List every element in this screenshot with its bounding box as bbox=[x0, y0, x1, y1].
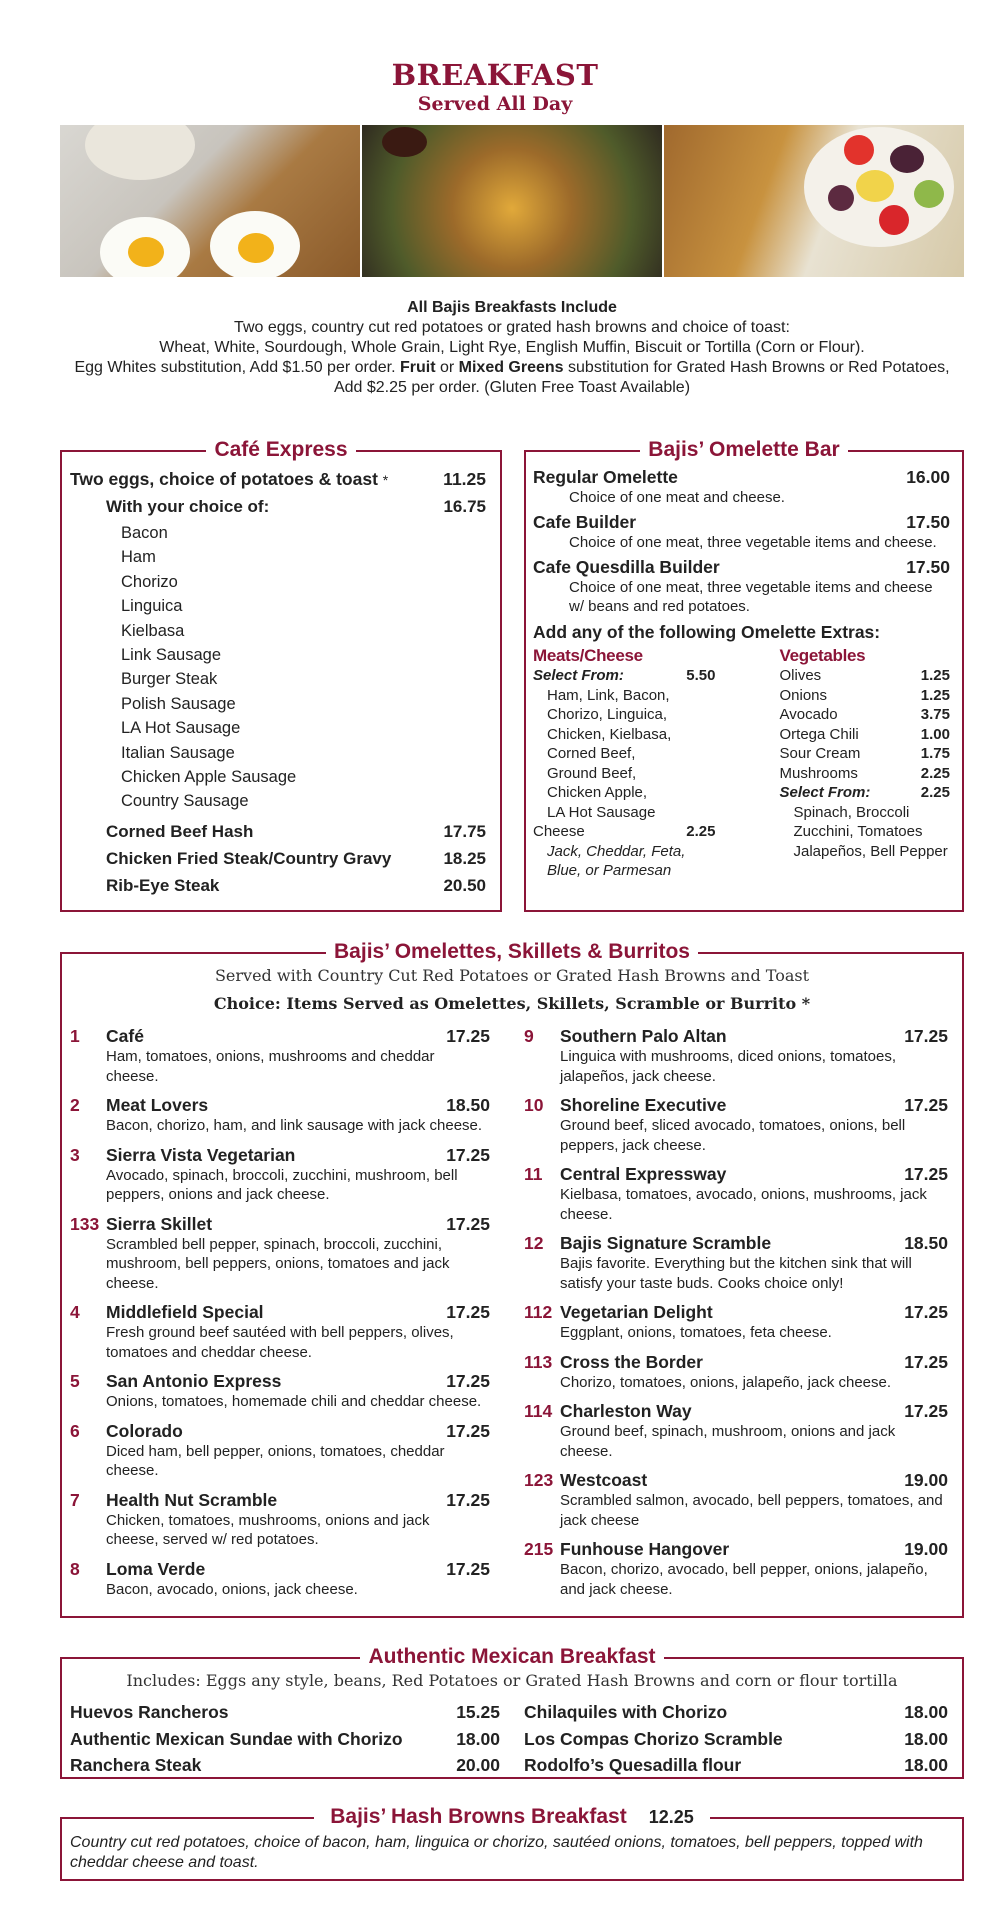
menu-item bbox=[524, 1095, 948, 1155]
menu-item bbox=[524, 1026, 948, 1086]
item-description: Bacon, chorizo, avocado, bell pepper, onions, jalapeño, and jack cheese. bbox=[560, 1561, 928, 1598]
menu-item bbox=[70, 1421, 490, 1481]
section-title: Authentic Mexican Breakfast bbox=[360, 1645, 663, 1668]
item-number: 11 bbox=[524, 1164, 543, 1184]
section-price: 12.25 bbox=[635, 1807, 702, 1827]
item-name: Authentic Mexican Sundae with Chorizo bbox=[70, 1728, 403, 1749]
intro-substitution: Egg Whites substitution, Add $1.50 per order. Fruit or Mixed Greens substitution for Grated Hash Browns or Red Potatoes, Add $2.25 per order. (Gluten Free Toast Available) bbox=[74, 359, 950, 396]
option-item: LA Hot Sausage bbox=[121, 719, 241, 738]
option-item: Link Sausage bbox=[121, 646, 221, 665]
item-header bbox=[524, 1302, 948, 1323]
item-number: 2 bbox=[70, 1095, 80, 1115]
menu-item bbox=[70, 1371, 490, 1412]
item-price: 17.50 bbox=[906, 557, 950, 577]
item-name: Rodolfo’s Quesadilla flour bbox=[524, 1755, 742, 1775]
item-header bbox=[70, 1302, 490, 1323]
item-price: 1.25 bbox=[920, 686, 950, 704]
option-item: Linguica bbox=[121, 597, 183, 616]
item-price: 18.00 bbox=[904, 1728, 948, 1749]
menu-item: Two eggs, choice of potatoes & toast * 11.25 bbox=[70, 469, 486, 489]
item-name: Corned Beef Hash bbox=[106, 821, 254, 841]
item-description: Bacon, chorizo, ham, and link sausage with jack cheese. bbox=[106, 1117, 483, 1134]
option-item: Chorizo bbox=[121, 572, 178, 591]
item-number: 5 bbox=[70, 1371, 80, 1391]
menu-item bbox=[524, 1164, 948, 1224]
menu-item bbox=[524, 1302, 948, 1343]
menu-item bbox=[70, 1026, 490, 1086]
item-header bbox=[524, 1401, 948, 1422]
menu-item bbox=[533, 466, 950, 488]
vegetable-option: Jalapeños, Bell Pepper bbox=[793, 842, 948, 860]
item-price: 17.25 bbox=[446, 1371, 490, 1391]
meat-option: Ground Beef, bbox=[547, 764, 637, 782]
item-name: Charleston Way bbox=[560, 1401, 692, 1421]
item-name: Ranchera Steak bbox=[70, 1755, 202, 1775]
menu-item bbox=[524, 1539, 948, 1599]
item-price: 18.00 bbox=[904, 1702, 948, 1722]
item-price: 17.25 bbox=[446, 1420, 490, 1441]
item-header bbox=[524, 1352, 948, 1373]
item-description: Bajis favorite. Everything but the kitchen sink that will satisfy your taste buds. Cooks choice only! bbox=[560, 1255, 912, 1292]
item-price: 18.00 bbox=[456, 1728, 500, 1749]
item-name: Southern Palo Altan bbox=[560, 1026, 727, 1046]
item-description: Choice of one meat, three vegetable items and cheese. bbox=[569, 534, 937, 551]
item-price: 20.50 bbox=[443, 875, 486, 895]
section-choice-note: Choice: Items Served as Omelettes, Skillets, Scramble or Burrito * bbox=[213, 994, 811, 1013]
item-number: 10 bbox=[524, 1095, 544, 1115]
item-price: 1.25 bbox=[920, 667, 950, 684]
eggs-potatoes-photo bbox=[60, 125, 360, 277]
item-price: 17.75 bbox=[443, 821, 486, 841]
menu-item bbox=[70, 818, 486, 845]
cheese-option: Jack, Cheddar, Feta, bbox=[547, 842, 686, 860]
meat-option: Corned Beef, bbox=[547, 745, 636, 762]
item-name: Avocado bbox=[779, 706, 838, 723]
item-header bbox=[70, 1559, 490, 1580]
item-description: Scrambled bell pepper, spinach, broccoli, zucchini, mushroom, bell peppers, onions, tomatoes and jack cheese. bbox=[106, 1235, 450, 1292]
item-number: 112 bbox=[524, 1302, 553, 1322]
intro-title: All Bajis Breakfasts Include bbox=[407, 299, 617, 316]
extras-title: Add any of the following Omelette Extras: bbox=[533, 622, 881, 642]
item-header bbox=[524, 1470, 948, 1491]
menu-item bbox=[524, 1233, 948, 1293]
item-number: 123 bbox=[524, 1470, 554, 1490]
item-price: 17.25 bbox=[446, 1558, 490, 1579]
item-price: 2.25 bbox=[920, 764, 950, 782]
menu-item bbox=[524, 1726, 948, 1753]
cafe-express-section bbox=[60, 438, 502, 912]
item-header bbox=[524, 1095, 948, 1116]
meat-option: Chicken, Kielbasa, bbox=[547, 725, 672, 743]
column-heading: Vegetables bbox=[779, 646, 866, 665]
item-name: Olives bbox=[779, 667, 822, 684]
item-description: Fresh ground beef sautéed with bell peppers, olives, tomatoes and cheddar cheese. bbox=[106, 1324, 454, 1361]
item-header bbox=[70, 1490, 490, 1511]
option-item: Ham bbox=[121, 548, 156, 567]
item-name: Regular Omelette bbox=[533, 467, 678, 487]
item-name: Sierra Skillet bbox=[106, 1213, 213, 1234]
item-description: Ground beef, spinach, mushroom, onions and jack cheese. bbox=[560, 1423, 896, 1460]
menu-item bbox=[70, 872, 486, 899]
item-name: Middlefield Special bbox=[106, 1302, 264, 1322]
item-price: 17.25 bbox=[446, 1302, 490, 1322]
item-price: 19.00 bbox=[904, 1470, 948, 1490]
menu-item bbox=[70, 1095, 490, 1136]
menu-item bbox=[70, 1726, 500, 1753]
item-number: 8 bbox=[70, 1558, 80, 1579]
item-name: Ortega Chili bbox=[779, 725, 859, 743]
option-item: Burger Steak bbox=[121, 670, 218, 689]
item-header bbox=[70, 1026, 490, 1047]
item-name: Cafe Builder bbox=[533, 512, 637, 532]
item-name: Vegetarian Delight bbox=[560, 1302, 713, 1322]
column-heading: Meats/Cheese bbox=[533, 646, 643, 665]
cheese-option: Blue, or Parmesan bbox=[547, 862, 672, 879]
menu-item bbox=[524, 1352, 948, 1393]
item-description: Choice of one meat, three vegetable items and cheese w/ beans and red potatoes. bbox=[569, 579, 933, 615]
item-number: 114 bbox=[524, 1401, 553, 1421]
item-name: Cafe Quesdilla Builder bbox=[533, 557, 720, 577]
menu-item bbox=[524, 1401, 948, 1461]
item-number: 133 bbox=[70, 1213, 100, 1234]
vegetable-item bbox=[780, 744, 951, 764]
fruit-bowl-photo bbox=[664, 125, 964, 277]
item-price: 16.00 bbox=[906, 467, 950, 487]
menu-item bbox=[524, 1752, 948, 1779]
meat-option: Chorizo, Linguica, bbox=[547, 706, 668, 723]
item-description: Chorizo, tomatoes, onions, jalapeño, jack cheese. bbox=[560, 1373, 892, 1391]
menu-item bbox=[70, 1302, 490, 1362]
section-subtitle: Includes: Eggs any style, beans, Red Potatoes or Grated Hash Browns and corn or flour tortilla bbox=[126, 1671, 898, 1690]
item-name: Central Expressway bbox=[560, 1164, 727, 1184]
item-description: Onions, tomatoes, homemade chili and cheddar cheese. bbox=[106, 1393, 482, 1410]
item-number: 9 bbox=[524, 1026, 534, 1046]
item-description: Eggplant, onions, tomatoes, feta cheese. bbox=[560, 1324, 832, 1341]
item-name: Mushrooms bbox=[779, 764, 858, 782]
vegetable-option: Zucchini, Tomatoes bbox=[793, 823, 923, 840]
menu-item bbox=[70, 1145, 490, 1205]
menu-item: With your choice of: 16.75 bbox=[106, 497, 486, 516]
item-header bbox=[70, 1095, 490, 1116]
item-number: 7 bbox=[70, 1489, 80, 1510]
item-price: 17.25 bbox=[446, 1213, 490, 1234]
item-number: 12 bbox=[524, 1233, 544, 1253]
item-price: 1.75 bbox=[920, 745, 950, 762]
item-name: Onions bbox=[779, 686, 828, 704]
meat-option: Ham, Link, Bacon, bbox=[547, 686, 670, 704]
menu-item bbox=[533, 556, 950, 578]
hash-browns-section bbox=[60, 1805, 964, 1881]
item-number: 6 bbox=[70, 1420, 80, 1441]
item-number: 113 bbox=[524, 1351, 553, 1372]
item-price: 17.25 bbox=[446, 1026, 490, 1046]
item-header bbox=[70, 1371, 490, 1392]
item-price: 19.00 bbox=[904, 1539, 948, 1559]
extras-list bbox=[70, 818, 486, 899]
options-list bbox=[70, 521, 486, 814]
skillet-photo bbox=[362, 125, 662, 277]
right-column bbox=[524, 1699, 948, 1779]
vegetable-item bbox=[780, 705, 951, 725]
left-column bbox=[70, 1699, 500, 1779]
item-description: Chicken, tomatoes, mushrooms, onions and jack cheese, served w/ red potatoes. bbox=[106, 1511, 430, 1548]
item-price: 17.25 bbox=[904, 1351, 948, 1372]
item-price: 1.00 bbox=[920, 725, 950, 743]
item-price: 18.00 bbox=[904, 1755, 948, 1775]
item-price: 18.50 bbox=[446, 1095, 490, 1115]
item-price: 17.25 bbox=[446, 1489, 490, 1510]
item-description: Kielbasa, tomatoes, avocado, onions, mushrooms, jack cheese. bbox=[560, 1186, 927, 1223]
item-number: 3 bbox=[70, 1144, 80, 1165]
vegetables-column: Vegetables Olives 1.25 Onions 1.25 Avocado 3.75 Ortega Chili 1.00 Sour Cream 1.75 Mushrooms 2.25 Select From: 2.25 Spinach, Broccoli Zucchini, Tomatoes Jalapeños, Bell Pepper bbox=[779, 646, 950, 860]
meat-option: LA Hot Sausage bbox=[547, 803, 656, 821]
item-name: Los Compas Chorizo Scramble bbox=[524, 1728, 783, 1749]
omelette-items bbox=[533, 466, 950, 616]
section-title: Bajis’ Hash Browns Breakfast 12.25 bbox=[314, 1805, 710, 1828]
omelette-bar-section bbox=[524, 438, 964, 912]
item-description: Choice of one meat and cheese. bbox=[569, 489, 785, 506]
menu-item bbox=[70, 1752, 500, 1779]
section-title: Bajis’ Omelettes, Skillets & Burritos bbox=[326, 940, 698, 963]
vegetable-option: Spinach, Broccoli bbox=[793, 803, 910, 821]
menu-header bbox=[0, 58, 990, 116]
item-description: Linguica with mushrooms, diced onions, tomatoes, jalapeños, jack cheese. bbox=[560, 1048, 897, 1085]
item-name: Funhouse Hangover bbox=[560, 1539, 730, 1559]
menu-item bbox=[70, 1490, 490, 1550]
item-header bbox=[524, 1233, 948, 1254]
item-name: Sierra Vista Vegetarian bbox=[106, 1144, 296, 1165]
menu-item bbox=[70, 845, 486, 872]
right-column bbox=[524, 1026, 948, 1608]
item-name: Health Nut Scramble bbox=[106, 1489, 278, 1510]
item-name: Shoreline Executive bbox=[560, 1095, 727, 1115]
vegetable-item bbox=[780, 725, 951, 745]
item-name: Chicken Fried Steak/Country Gravy bbox=[106, 848, 392, 868]
item-price: 17.25 bbox=[904, 1095, 948, 1115]
item-number: 215 bbox=[524, 1539, 554, 1559]
item-name: Westcoast bbox=[560, 1470, 648, 1490]
option-item: Chicken Apple Sausage bbox=[121, 768, 297, 787]
item-number: 4 bbox=[70, 1302, 80, 1322]
photo-strip bbox=[60, 125, 964, 277]
item-name: Colorado bbox=[106, 1420, 183, 1441]
menu-item bbox=[524, 1470, 948, 1530]
item-name: Bajis Signature Scramble bbox=[560, 1233, 772, 1253]
menu-item bbox=[70, 1559, 490, 1600]
item-name: Loma Verde bbox=[106, 1558, 206, 1579]
item-description: Diced ham, bell pepper, onions, tomatoes, cheddar cheese. bbox=[106, 1442, 445, 1479]
item-price: 17.25 bbox=[904, 1401, 948, 1421]
item-name: Huevos Rancheros bbox=[70, 1702, 229, 1722]
option-item: Kielbasa bbox=[121, 621, 185, 640]
item-description: Ground beef, sliced avocado, tomatoes, onions, bell peppers, jack cheese. bbox=[560, 1117, 906, 1154]
item-description: Bacon, avocado, onions, jack cheese. bbox=[106, 1580, 358, 1598]
page-title: BREAKFAST bbox=[391, 58, 599, 92]
item-price: 17.25 bbox=[446, 1144, 490, 1165]
omelette-extras bbox=[533, 646, 950, 881]
menu-item bbox=[524, 1699, 948, 1726]
meat-option: Chicken Apple, bbox=[547, 784, 648, 801]
left-column bbox=[70, 1026, 490, 1608]
item-number: 1 bbox=[70, 1026, 80, 1046]
item-name: Café bbox=[106, 1026, 144, 1046]
option-item: Polish Sausage bbox=[121, 694, 236, 713]
item-price: 17.25 bbox=[904, 1302, 948, 1322]
item-price: 17.50 bbox=[906, 512, 950, 532]
menu-item bbox=[70, 1699, 500, 1726]
omelettes-skillets-burritos-section bbox=[60, 940, 964, 1618]
option-item: Bacon bbox=[121, 524, 168, 542]
page-subtitle: Served All Day bbox=[417, 93, 573, 115]
item-price: 3.75 bbox=[920, 706, 950, 723]
menu-item bbox=[70, 1214, 490, 1294]
item-price: 20.00 bbox=[456, 1755, 500, 1775]
option-item: Italian Sausage bbox=[121, 743, 235, 762]
item-price: 17.25 bbox=[904, 1026, 948, 1046]
item-header bbox=[524, 1539, 948, 1560]
item-name: Cross the Border bbox=[560, 1351, 703, 1372]
menu-item bbox=[533, 511, 950, 533]
item-name: San Antonio Express bbox=[106, 1371, 282, 1391]
item-name: Chilaquiles with Chorizo bbox=[524, 1702, 728, 1722]
item-price: 15.25 bbox=[456, 1702, 500, 1722]
meats-column: Meats/Cheese Select From: 5.50 Ham, Link, Bacon, Chorizo, Linguica, Chicken, Kielbasa, Corned Beef, Ground Beef, Chicken Apple, LA Hot Sausage Cheese 2.25 Jack, Cheddar, Feta, Blue, or Parmesan bbox=[533, 646, 742, 881]
item-description: Scrambled salmon, avocado, bell peppers, tomatoes, and jack cheese bbox=[560, 1492, 943, 1529]
vegetable-item bbox=[780, 686, 951, 706]
item-price: 17.25 bbox=[904, 1164, 948, 1184]
section-title: Bajis’ Omelette Bar bbox=[640, 438, 847, 461]
item-header bbox=[70, 1145, 490, 1166]
section-subtitle: Served with Country Cut Red Potatoes or Grated Hash Browns and Toast bbox=[214, 966, 810, 985]
intro-text bbox=[60, 298, 964, 398]
option-item: Country Sausage bbox=[121, 792, 249, 811]
item-header bbox=[70, 1214, 490, 1235]
section-description: Country cut red potatoes, choice of bacon, ham, linguica or chorizo, sautéed onions, tomatoes, bell peppers, topped with cheddar cheese and toast. bbox=[70, 1834, 923, 1871]
mexican-breakfast-section bbox=[60, 1645, 964, 1779]
item-name: Rib-Eye Steak bbox=[106, 875, 220, 895]
item-description: Ham, tomatoes, onions, mushrooms and cheddar cheese. bbox=[106, 1048, 435, 1085]
item-name: Sour Cream bbox=[779, 745, 861, 762]
intro-line: Two eggs, country cut red potatoes or grated hash browns and choice of toast: bbox=[234, 319, 790, 336]
item-description: Avocado, spinach, broccoli, zucchini, mushroom, bell peppers, onions and jack cheese. bbox=[106, 1166, 458, 1203]
vegetable-item bbox=[780, 666, 951, 686]
item-header bbox=[70, 1421, 490, 1442]
intro-line: Wheat, White, Sourdough, Whole Grain, Light Rye, English Muffin, Biscuit or Tortilla (Corn or Flour). bbox=[159, 339, 865, 356]
item-header bbox=[524, 1026, 948, 1047]
item-header bbox=[524, 1164, 948, 1185]
vegetable-item bbox=[780, 764, 951, 784]
section-title: Café Express bbox=[206, 438, 355, 461]
item-price: 18.50 bbox=[904, 1233, 948, 1253]
item-name: Meat Lovers bbox=[106, 1095, 209, 1115]
item-price: 18.25 bbox=[443, 848, 486, 868]
